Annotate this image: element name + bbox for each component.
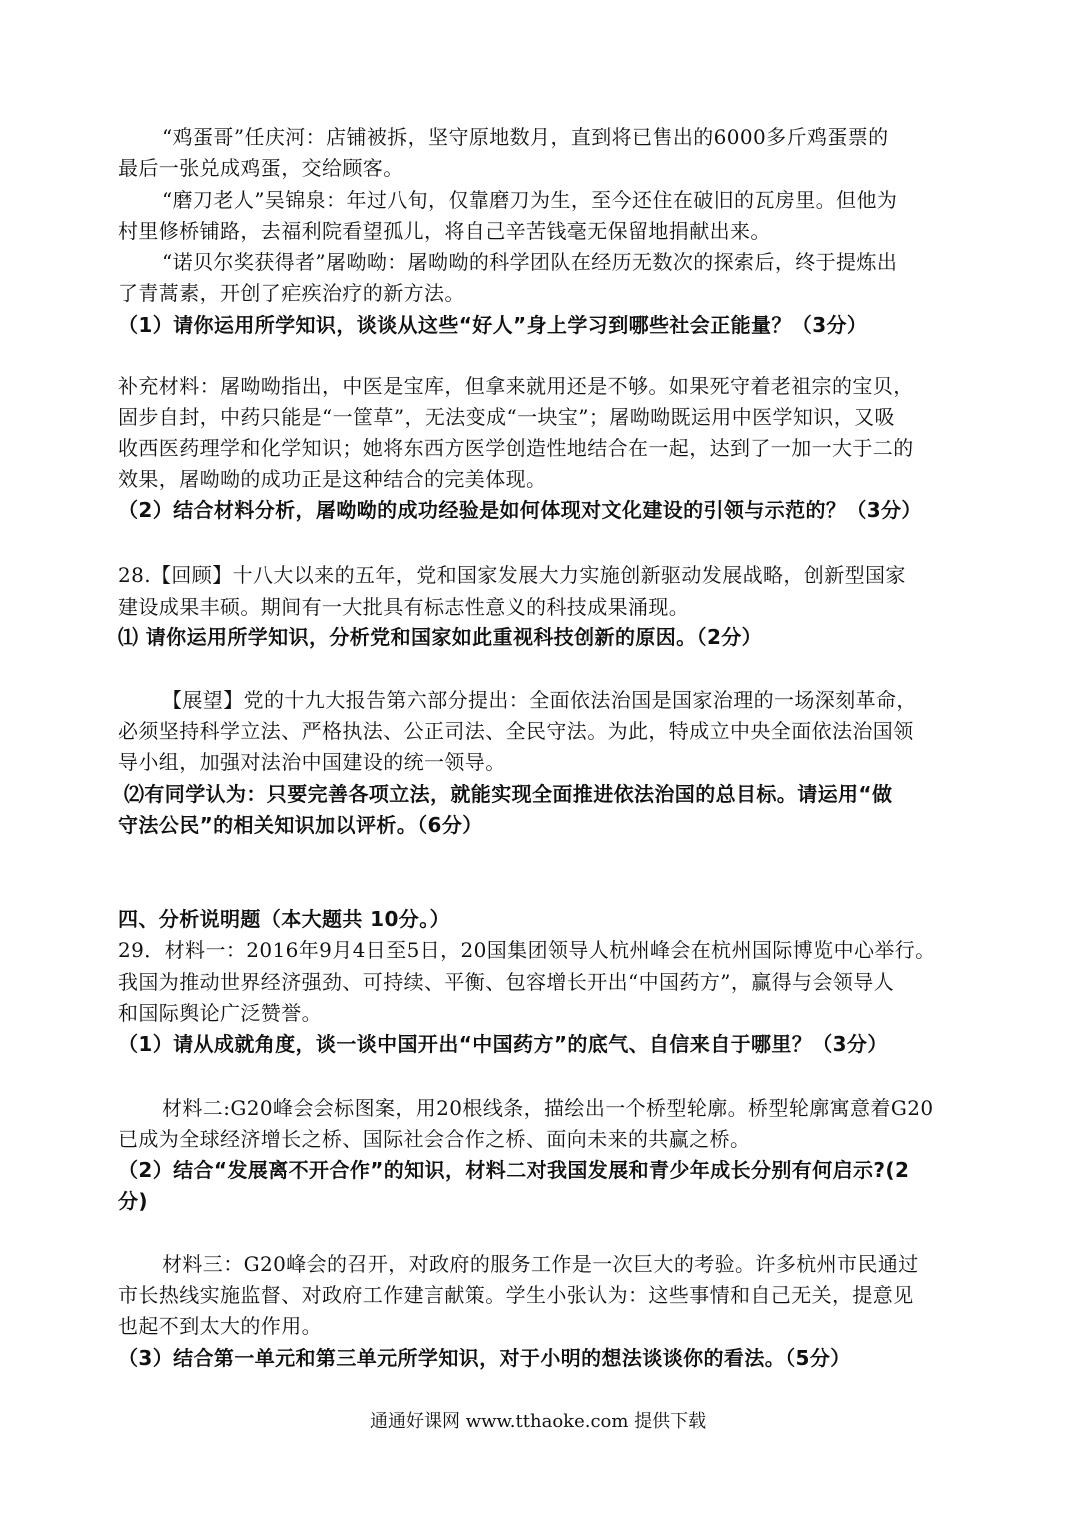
question-3: ⑴ 请你运用所学知识，分析党和国家如此重视科技创新的原因。（2分）	[118, 625, 763, 649]
text-line: 【展望】党的十九大报告第六部分提出：全面依法治国是国家治理的一场深刻革命，	[162, 688, 917, 712]
text-line: 必须坚持科学立法、严格执法、公正司法、全民守法。为此，特成立中央全面依法治国领	[118, 719, 914, 743]
section-heading: 四、分析说明题（本大题共 10分。）	[118, 907, 450, 931]
text-line: 补充材料：屠呦呦指出，中医是宝库，但拿来就用还是不够。如果死守着老祖宗的宝贝，	[118, 374, 914, 398]
question-6-line1: （2）结合“发展离不开合作”的知识，材料二对我国发展和青少年成长分别有何启示?(2	[118, 1158, 910, 1182]
question-4-line1: ⑵有同学认为：只要完善各项立法，就能实现全面推进依法治国的总目标。请运用“做	[124, 782, 893, 806]
text-line: 28.【回顾】十八大以来的五年，党和国家发展大力实施创新驱动发展战略，创新型国家	[118, 563, 906, 587]
text-line: “鸡蛋哥”任庆河：店铺被拆，坚守原地数月，直到将已售出的6000多斤鸡蛋票的	[162, 125, 889, 149]
text-line: 材料三：G20峰会的召开，对政府的服务工作是一次巨大的考验。许多杭州市民通过	[162, 1252, 919, 1276]
text-line: 效果，屠呦呦的成功正是这种结合的完美体现。	[118, 467, 547, 491]
question-2: （2）结合材料分析，屠呦呦的成功经验是如何体现对文化建设的引领与示范的？（3分）	[118, 498, 922, 522]
text-line: 村里修桥铺路，去福利院看望孤儿，将自己辛苦钱毫无保留地捐献出来。	[118, 219, 771, 243]
question-1: （1）请你运用所学知识，谈谈从这些“好人”身上学习到哪些社会正能量？（3分）	[118, 313, 868, 337]
text-line: 市长热线实施监督、对政府工作建言献策。学生小张认为：这些事情和自己无关，提意见	[118, 1283, 914, 1307]
text-line: 已成为全球经济增长之桥、国际社会合作之桥、面向未来的共赢之桥。	[118, 1127, 751, 1151]
text-line: 了青蒿素，开创了疟疾治疗的新方法。	[118, 281, 465, 305]
text-line: “诺贝尔奖获得者”屠呦呦：屠呦呦的科学团队在经历无数次的探索后，终于提炼出	[162, 250, 898, 274]
text-line: 导小组，加强对法治中国建设的统一领导。	[118, 750, 506, 774]
question-4-line2: 守法公民”的相关知识加以评析。（6分）	[118, 813, 483, 837]
text-line: 建设成果丰硕。期间有一大批具有标志性意义的科技成果涌现。	[118, 595, 690, 619]
text-line: 29．材料一：2016年9月4日至5日，20国集团领导人杭州峰会在杭州国际博览中心举行。	[118, 938, 936, 962]
page-footer: 通通好课网 www.tthaoke.com 提供下载	[370, 1411, 707, 1432]
question-5: （1）请从成就角度，谈一谈中国开出“中国药方”的底气、自信来自于哪里？（3分）	[118, 1032, 888, 1056]
text-line: 固步自封，中药只能是“一筐草”，无法变成“一块宝”；屠呦呦既运用中医学知识，又吸	[118, 405, 895, 429]
text-line: 和国际舆论广泛赞誉。	[118, 1001, 322, 1025]
question-7: （3）结合第一单元和第三单元所学知识，对于小明的想法谈谈你的看法。（5分）	[118, 1346, 851, 1370]
question-6-line2: 分)	[118, 1189, 148, 1213]
text-line: “磨刀老人”吴锦泉：年过八旬，仅靠磨刀为生，至今还住在破旧的瓦房里。但他为	[162, 188, 898, 212]
text-line: 收西医药理学和化学知识；她将东西方医学创造性地结合在一起，达到了一加一大于二的	[118, 436, 914, 460]
text-line: 我国为推动世界经济强劲、可持续、平衡、包容增长开出“中国药方”，赢得与会领导人	[118, 970, 895, 994]
text-line: 材料二:G20峰会会标图案，用20根线条，描绘出一个桥型轮廓。桥型轮廓寓意着G20	[162, 1096, 934, 1120]
text-line: 也起不到太大的作用。	[118, 1314, 322, 1338]
text-line: 最后一张兑成鸡蛋，交给顾客。	[118, 156, 404, 180]
